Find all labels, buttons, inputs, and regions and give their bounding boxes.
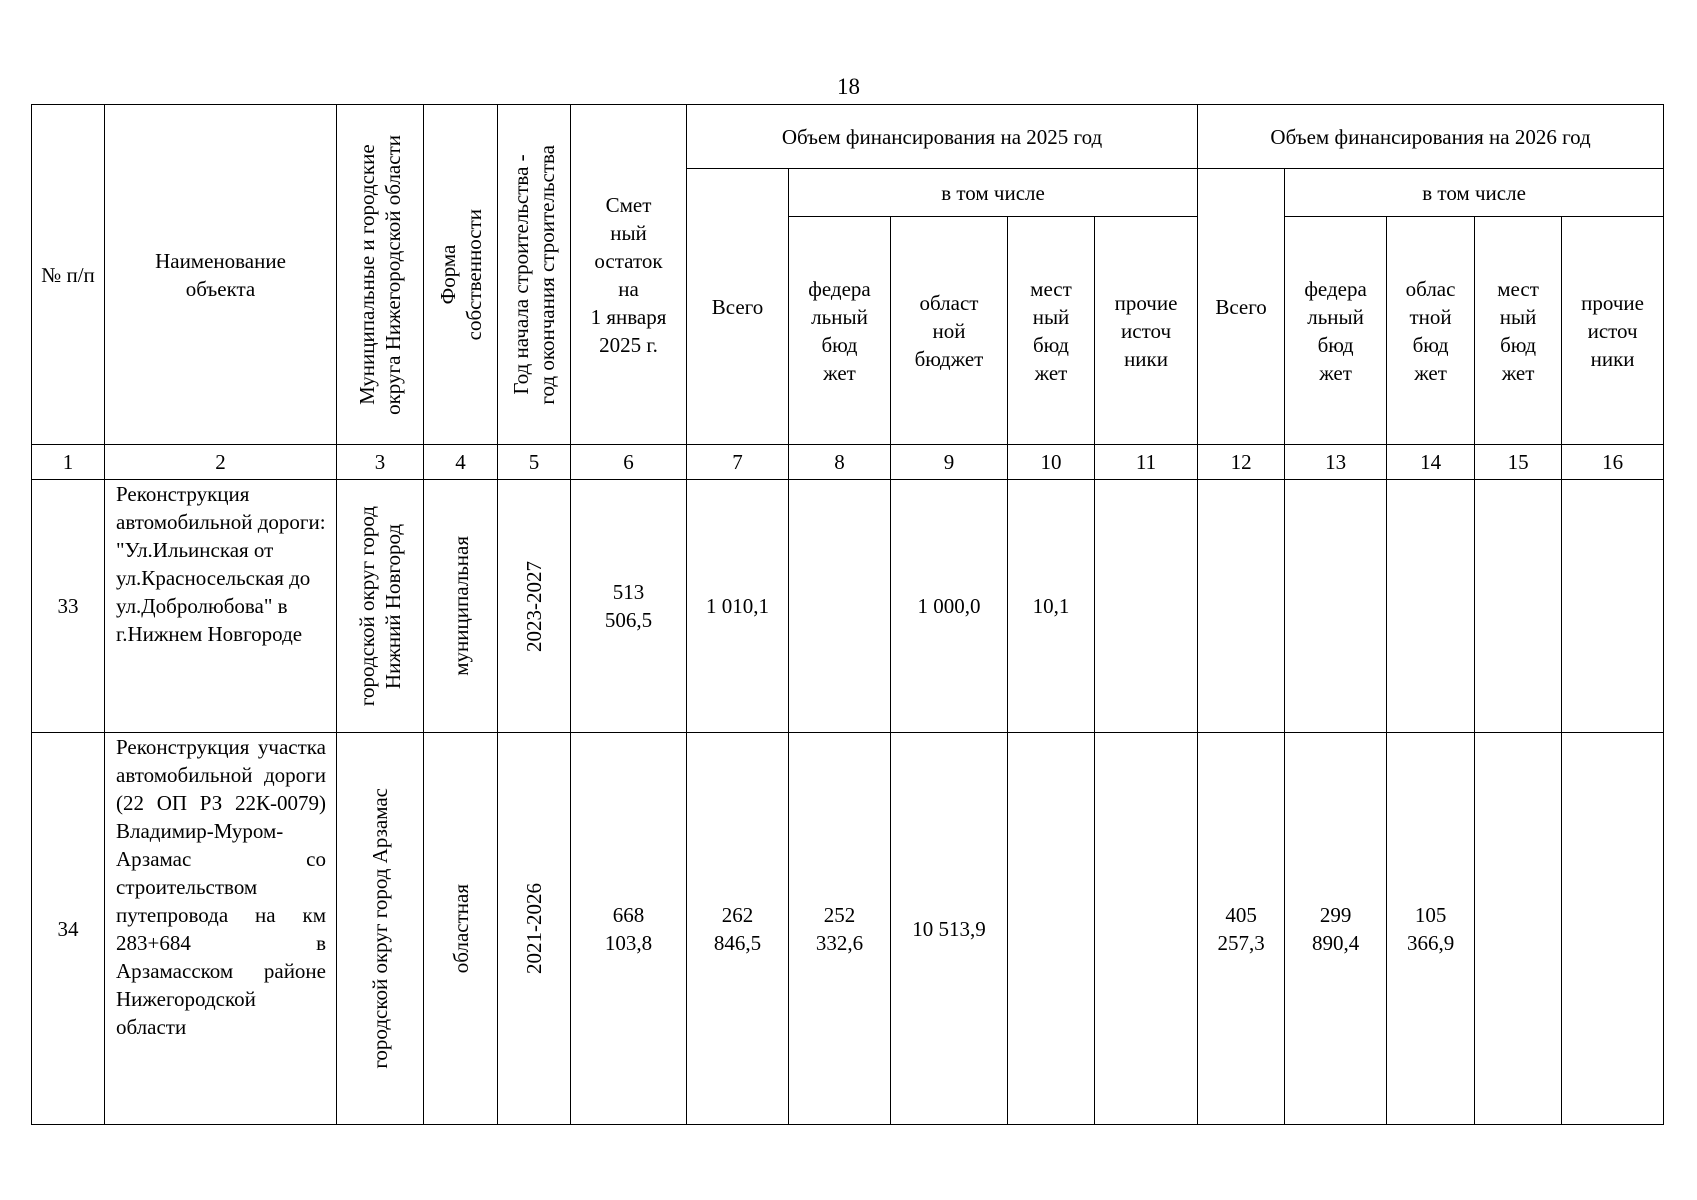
column-number: 6: [571, 445, 687, 480]
column-number: 8: [789, 445, 891, 480]
municipality: городской округ город Нижний Новгород: [337, 480, 424, 733]
header-including-2026: в том числе: [1285, 169, 1664, 217]
regional-2025: 1 000,0: [891, 480, 1008, 733]
header-other-2025: прочие источ ники: [1095, 217, 1198, 445]
construction-years: 2021-2026: [498, 733, 571, 1125]
total-2025: 262 846,5: [687, 733, 789, 1125]
federal-2025: [789, 480, 891, 733]
column-number: 9: [891, 445, 1008, 480]
total-2026: 405 257,3: [1198, 733, 1285, 1125]
table-row: [32, 480, 1664, 733]
header-name: Наименование объекта: [105, 105, 337, 445]
row-number: 34: [32, 733, 105, 1125]
ownership: муниципальная: [424, 480, 498, 733]
local-2026: [1475, 480, 1562, 733]
estimated-balance: 513 506,5: [571, 480, 687, 733]
local-2025: [1008, 733, 1095, 1125]
header-funding-2025: Объем финансирования на 2025 год: [687, 105, 1198, 169]
financing-table: [31, 104, 1664, 1125]
header-total-2025: Всего: [687, 169, 789, 445]
column-number-row: [32, 445, 1664, 480]
total-2025: 1 010,1: [687, 480, 789, 733]
column-number: 1: [32, 445, 105, 480]
column-number: 16: [1562, 445, 1664, 480]
object-name: Реконструкция автомобильной дороги: "Ул.Ильинская от ул.Красносельская до ул.Добролюбова" в г.Нижнем Новгороде: [105, 480, 337, 733]
total-2026: [1198, 480, 1285, 733]
ownership: областная: [424, 733, 498, 1125]
column-number: 7: [687, 445, 789, 480]
column-number: 4: [424, 445, 498, 480]
municipality: городской округ город Арзамас: [337, 733, 424, 1125]
federal-2026: [1285, 480, 1387, 733]
federal-2025: 252 332,6: [789, 733, 891, 1125]
other-2026: [1562, 733, 1664, 1125]
column-number: 12: [1198, 445, 1285, 480]
header-balance: Смет ный остаток на 1 января 2025 г.: [571, 105, 687, 445]
estimated-balance: 668 103,8: [571, 733, 687, 1125]
construction-years: 2023-2027: [498, 480, 571, 733]
header-total-2026: Всего: [1198, 169, 1285, 445]
regional-2026: 105 366,9: [1387, 733, 1475, 1125]
header-federal-2025: федера льный бюд жет: [789, 217, 891, 445]
table-row: [32, 733, 1664, 1125]
other-2025: [1095, 733, 1198, 1125]
local-2026: [1475, 733, 1562, 1125]
column-number: 2: [105, 445, 337, 480]
column-number: 15: [1475, 445, 1562, 480]
header-funding-2026: Объем финансирования на 2026 год: [1198, 105, 1664, 169]
header-local-2025: мест ный бюд жет: [1008, 217, 1095, 445]
local-2025: 10,1: [1008, 480, 1095, 733]
column-number: 10: [1008, 445, 1095, 480]
header-ownership: Форма собственности: [424, 105, 498, 445]
header-municipality: Муниципальные и городские округа Нижегородской области: [337, 105, 424, 445]
column-number: 13: [1285, 445, 1387, 480]
page-number: 18: [837, 74, 860, 99]
object-name: Реконструкция участка автомобильной дороги (22 ОП РЗ 22К-0079) Владимир-Муром-Арзамас со строительством путепровода на км 283+684 в Арзамасском районе Нижегородской области: [105, 733, 337, 1125]
header-regional-2025: област ной бюджет: [891, 217, 1008, 445]
column-number: 14: [1387, 445, 1475, 480]
header-including-2025: в том числе: [789, 169, 1198, 217]
federal-2026: 299 890,4: [1285, 733, 1387, 1125]
column-number: 5: [498, 445, 571, 480]
header-years: Год начала строительства - год окончания строительства: [498, 105, 571, 445]
header-row-1: [32, 105, 1664, 169]
header-regional-2026: облас тной бюд жет: [1387, 217, 1475, 445]
header-local-2026: мест ный бюд жет: [1475, 217, 1562, 445]
header-other-2026: прочие источ ники: [1562, 217, 1664, 445]
column-number: 11: [1095, 445, 1198, 480]
header-num: № п/п: [32, 105, 105, 445]
header-federal-2026: федера льный бюд жет: [1285, 217, 1387, 445]
regional-2026: [1387, 480, 1475, 733]
regional-2025: 10 513,9: [891, 733, 1008, 1125]
row-number: 33: [32, 480, 105, 733]
other-2026: [1562, 480, 1664, 733]
column-number: 3: [337, 445, 424, 480]
other-2025: [1095, 480, 1198, 733]
